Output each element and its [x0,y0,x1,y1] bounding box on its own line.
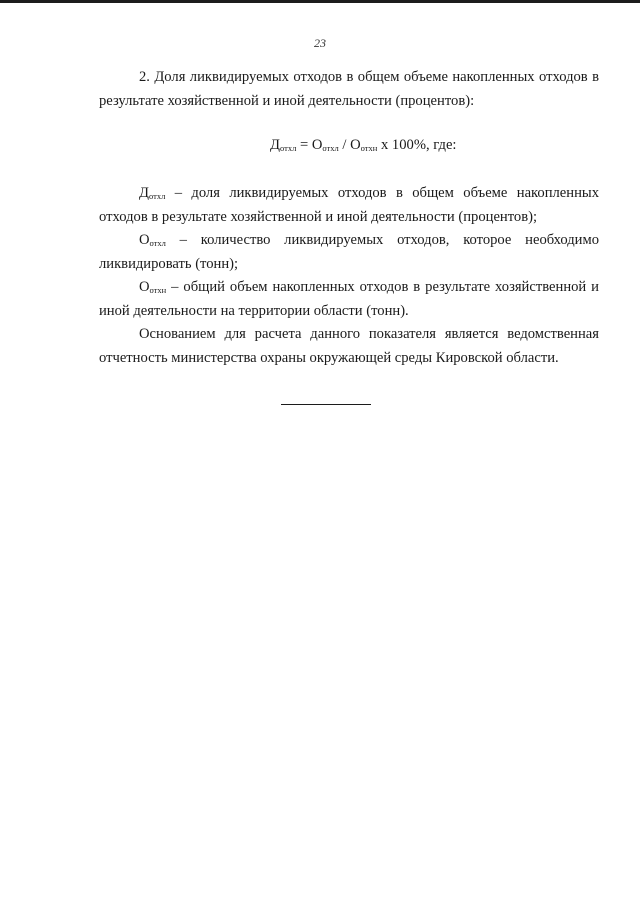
formula [270,137,456,154]
page-number: 23 [314,36,326,50]
formula-lhs: $Д_{отхл}$ [270,137,297,153]
definitions-block [99,182,599,370]
formula-term2: $О_{отхн}$ [350,137,378,153]
definition-item: $О_{отхл}$ – количество ликвидируемых отходов, которое необходимо ликвидировать (тонн); [99,232,599,272]
formula-divide: / [338,137,351,153]
section-heading-block [99,66,599,113]
section-heading: 2. Доля ликвидируемых отходов в общем объеме накопленных отходов в результате хозяйственной и иной деятельности (процентов): [99,69,599,109]
formula-tail: х 100%, где: [377,137,457,153]
top-border-line [0,0,640,3]
end-separator-line [281,404,371,405]
formula-term1: $О_{отхл}$ [311,137,339,153]
formula-equals: = [296,137,312,153]
definition-item: $Д_{отхл}$ – доля ликвидируемых отходов в общем объеме накопленных отходов в результате хозяйственной и иной деятельности (процентов); [99,185,599,225]
basis-paragraph: Основанием для расчета данного показателя является ведомственная отчетность министерства охраны окружающей среды Кировской области. [99,326,599,366]
definition-item: $О_{отхн}$ – общий объем накопленных отходов в результате хозяйственной и иной деятельности на территории области (тонн). [99,279,599,319]
